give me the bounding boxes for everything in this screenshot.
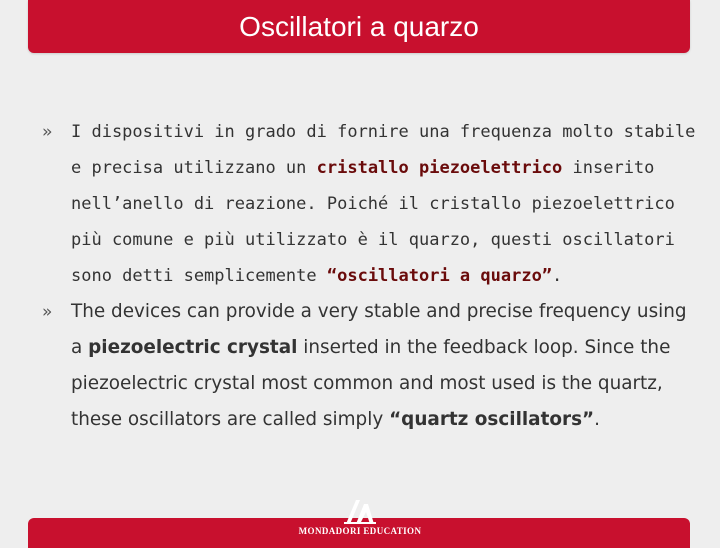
- emphasis-text: “quartz oscillators”: [389, 409, 595, 430]
- mondadori-logo-icon: [342, 496, 378, 526]
- paragraph-italian: [42, 114, 702, 294]
- text-segment: inserted in the feedback loop. Since the piezoelectric crystal most common and most used is the quartz, these oscillators are called simply: [71, 337, 671, 430]
- publisher-logo: [278, 496, 442, 540]
- bullet-icon: »: [42, 302, 53, 322]
- title-bar: [28, 0, 690, 53]
- text-segment: .: [552, 266, 563, 286]
- emphasis-text: cristallo piezoelettrico: [316, 158, 563, 178]
- text-segment: The devices can provide a very stable and precise frequency using a: [71, 301, 687, 358]
- paragraph-english: [42, 294, 702, 438]
- text-segment: .: [594, 409, 600, 430]
- slide-content: [42, 114, 702, 438]
- logo-text: MONDADORI EDUCATION: [298, 526, 422, 536]
- emphasis-text: piezoelectric crystal: [88, 337, 298, 358]
- text-segment: I dispositivi in grado di fornire una frequenza molto stabile e precisa utilizzano un: [71, 122, 696, 178]
- text-segment: inserito nell’anello di reazione. Poiché il cristallo piezoelettrico più comune e più utilizzato è il quarzo, questi oscillatori sono detti semplicemente: [71, 158, 675, 286]
- bullet-icon: »: [42, 122, 53, 142]
- slide-title: Oscillatori a quarzo: [239, 11, 479, 42]
- emphasis-text: “oscillatori a quarzo”: [326, 266, 553, 286]
